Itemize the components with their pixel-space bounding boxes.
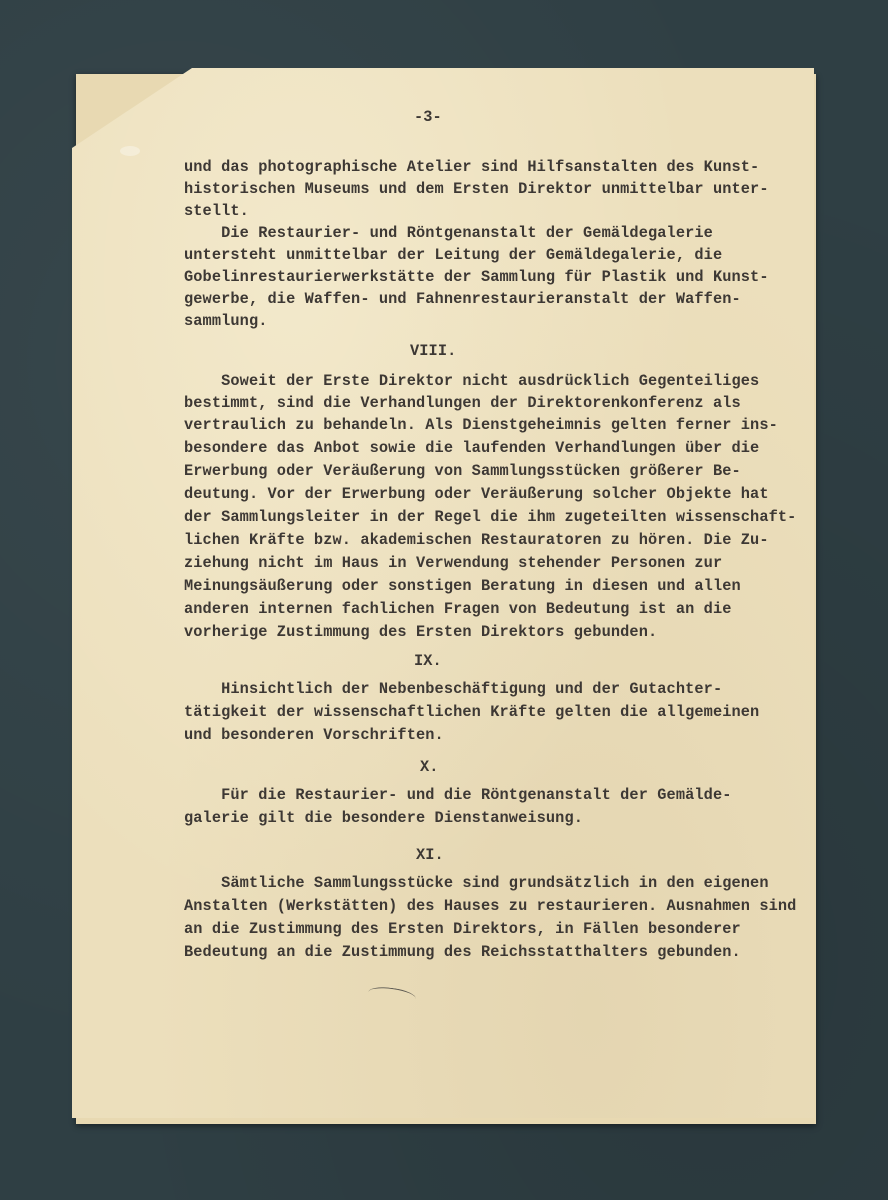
text-line: Meinungsäußerung oder sonstigen Beratung in diesen und allen (184, 577, 741, 595)
text-line: Anstalten (Werkstätten) des Hauses zu restaurieren. Ausnahmen sind (184, 897, 797, 915)
section-heading: XI. (416, 846, 444, 864)
section-heading: VIII. (410, 342, 457, 360)
text-line: tätigkeit der wissenschaftlichen Kräfte gelten die allgemeinen (184, 703, 760, 721)
section-heading: IX. (414, 652, 442, 670)
text-line: Hinsichtlich der Nebenbeschäftigung und der Gutachter- (184, 680, 723, 698)
text-line: Sämtliche Sammlungsstücke sind grundsätzlich in den eigenen (184, 874, 769, 892)
text-line: Soweit der Erste Direktor nicht ausdrücklich Gegenteiliges (184, 372, 760, 390)
text-line: galerie gilt die besondere Dienstanweisung. (184, 809, 584, 827)
text-line: historischen Museums und dem Ersten Direktor unmittelbar unter- (184, 180, 769, 198)
text-line: untersteht unmittelbar der Leitung der Gemäldegalerie, die (184, 246, 723, 264)
text-line: und das photographische Atelier sind Hilfsanstalten des Kunst- (184, 158, 760, 176)
text-line: der Sammlungsleiter in der Regel die ihm zugeteilten wissenschaft- (184, 508, 797, 526)
text-line: ziehung nicht im Haus in Verwendung stehender Personen zur (184, 554, 723, 572)
text-line: deutung. Vor der Erwerbung oder Veräußerung solcher Objekte hat (184, 485, 769, 503)
text-line: bestimmt, sind die Verhandlungen der Direktorenkonferenz als (184, 394, 741, 412)
page-number: -3- (414, 108, 442, 126)
text-line: an die Zustimmung des Ersten Direktors, in Fällen besonderer (184, 920, 741, 938)
text-line: vorherige Zustimmung des Ersten Direktors gebunden. (184, 623, 658, 641)
text-line: Erwerbung oder Veräußerung von Sammlungsstücken größerer Be- (184, 462, 741, 480)
text-line: sammlung. (184, 312, 268, 330)
text-line: Gobelinrestaurierwerkstätte der Sammlung für Plastik und Kunst- (184, 268, 769, 286)
text-line: stellt. (184, 202, 249, 220)
text-line: anderen internen fachlichen Fragen von Bedeutung ist an die (184, 600, 732, 618)
text-line: Für die Restaurier- und die Röntgenanstalt der Gemälde- (184, 786, 732, 804)
text-line: gewerbe, die Waffen- und Fahnenrestaurieranstalt der Waffen- (184, 290, 741, 308)
paper-mark (120, 146, 140, 156)
text-line: und besonderen Vorschriften. (184, 726, 444, 744)
section-heading: X. (420, 758, 439, 776)
text-line: lichen Kräfte bzw. akademischen Restauratoren zu hören. Die Zu- (184, 531, 769, 549)
text-line: vertraulich zu behandeln. Als Dienstgeheimnis gelten ferner ins- (184, 416, 778, 434)
text-line: besondere das Anbot sowie die laufenden Verhandlungen über die (184, 439, 760, 457)
text-line: Bedeutung an die Zustimmung des Reichsstatthalters gebunden. (184, 943, 741, 961)
text-line: Die Restaurier- und Röntgenanstalt der Gemäldegalerie (184, 224, 713, 242)
